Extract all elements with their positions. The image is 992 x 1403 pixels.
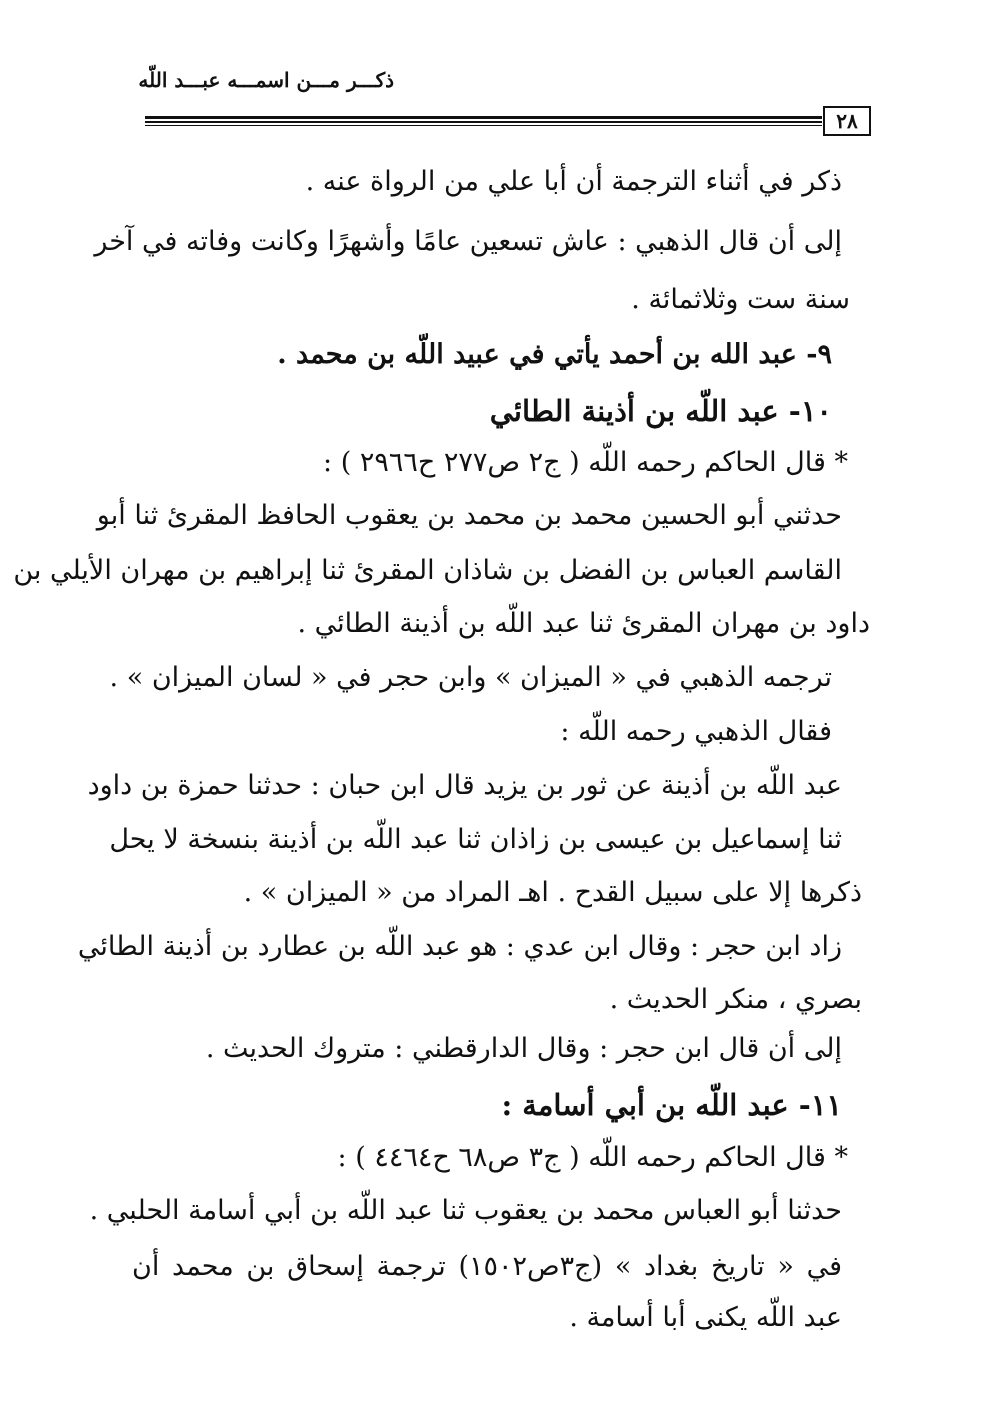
- entry-line: ٩- عبد الله بن أحمد يأتي في عبيد اللّه بن محمد .: [277, 339, 832, 370]
- text-line: إلى أن قال ابن حجر : وقال الدارقطني : متروك الحديث .: [205, 1033, 842, 1064]
- citation-line: * قال الحاكم رحمه اللّه ( ج٢ ص٢٧٧ ح٢٩٦٦ ) :: [323, 447, 848, 478]
- text-line: فقال الذهبي رحمه اللّه :: [560, 716, 832, 747]
- text-line: ترجمه الذهبي في « الميزان » وابن حجر في « لسان الميزان » .: [109, 662, 832, 693]
- text-line: القاسم العباس بن الفضل بن شاذان المقرئ ثنا إبراهيم بن مهران الأيلي بن: [13, 555, 842, 586]
- text-line: عبد اللّه بن أذينة عن ثور بن يزيد قال ابن حبان : حدثنا حمزة بن داود: [87, 770, 842, 801]
- text-line: ذكر في أثناء الترجمة أن أبا علي من الرواة عنه .: [305, 166, 842, 197]
- text-line: بصري ، منكر الحديث .: [609, 984, 862, 1015]
- text-line: حدثني أبو الحسين محمد بن محمد بن يعقوب الحافظ المقرئ ثنا أبو: [96, 500, 842, 531]
- entry-heading: ١١- عبد اللّه بن أبي أسامة :: [501, 1088, 842, 1122]
- text-line: في « تاريخ بغداد » (ج٣ص١٥٠٢) ترجمة إسحاق بن محمد أن: [132, 1251, 842, 1282]
- text-line: داود بن مهران المقرئ ثنا عبد اللّه بن أذينة الطائي .: [297, 608, 870, 639]
- text-line: حدثنا أبو العباس محمد بن يعقوب ثنا عبد اللّه بن أبي أسامة الحلبي .: [89, 1195, 842, 1226]
- text-line: ذكرها إلا على سبيل القدح . اهـ المراد من « الميزان » .: [243, 877, 862, 908]
- running-title: ذكـــر مـــن اسمـــه عبـــد اللّه: [138, 68, 394, 92]
- page-number: ٢٨: [823, 106, 871, 136]
- text-line: سنة ست وثلاثمائة .: [631, 284, 850, 315]
- text-line: إلى أن قال الذهبي : عاش تسعين عامًا وأشهرًا وكانت وفاته في آخر: [94, 226, 842, 257]
- text-line: ثنا إسماعيل بن عيسى بن زاذان ثنا عبد اللّه بن أذينة بنسخة لا يحل: [109, 824, 842, 855]
- header-rule: [145, 125, 822, 126]
- header-rule: [145, 116, 822, 119]
- text-line: عبد اللّه يكنى أبا أسامة .: [569, 1302, 842, 1333]
- text-line: زاد ابن حجر : وقال ابن عدي : هو عبد اللّه بن عطارد بن أذينة الطائي: [77, 931, 842, 962]
- header-rule: [145, 121, 822, 123]
- entry-heading: ١٠- عبد اللّه بن أذينة الطائي: [489, 394, 832, 428]
- citation-line: * قال الحاكم رحمه اللّه ( ج٣ ص٦٨ ح٤٤٦٤ ) :: [337, 1142, 848, 1173]
